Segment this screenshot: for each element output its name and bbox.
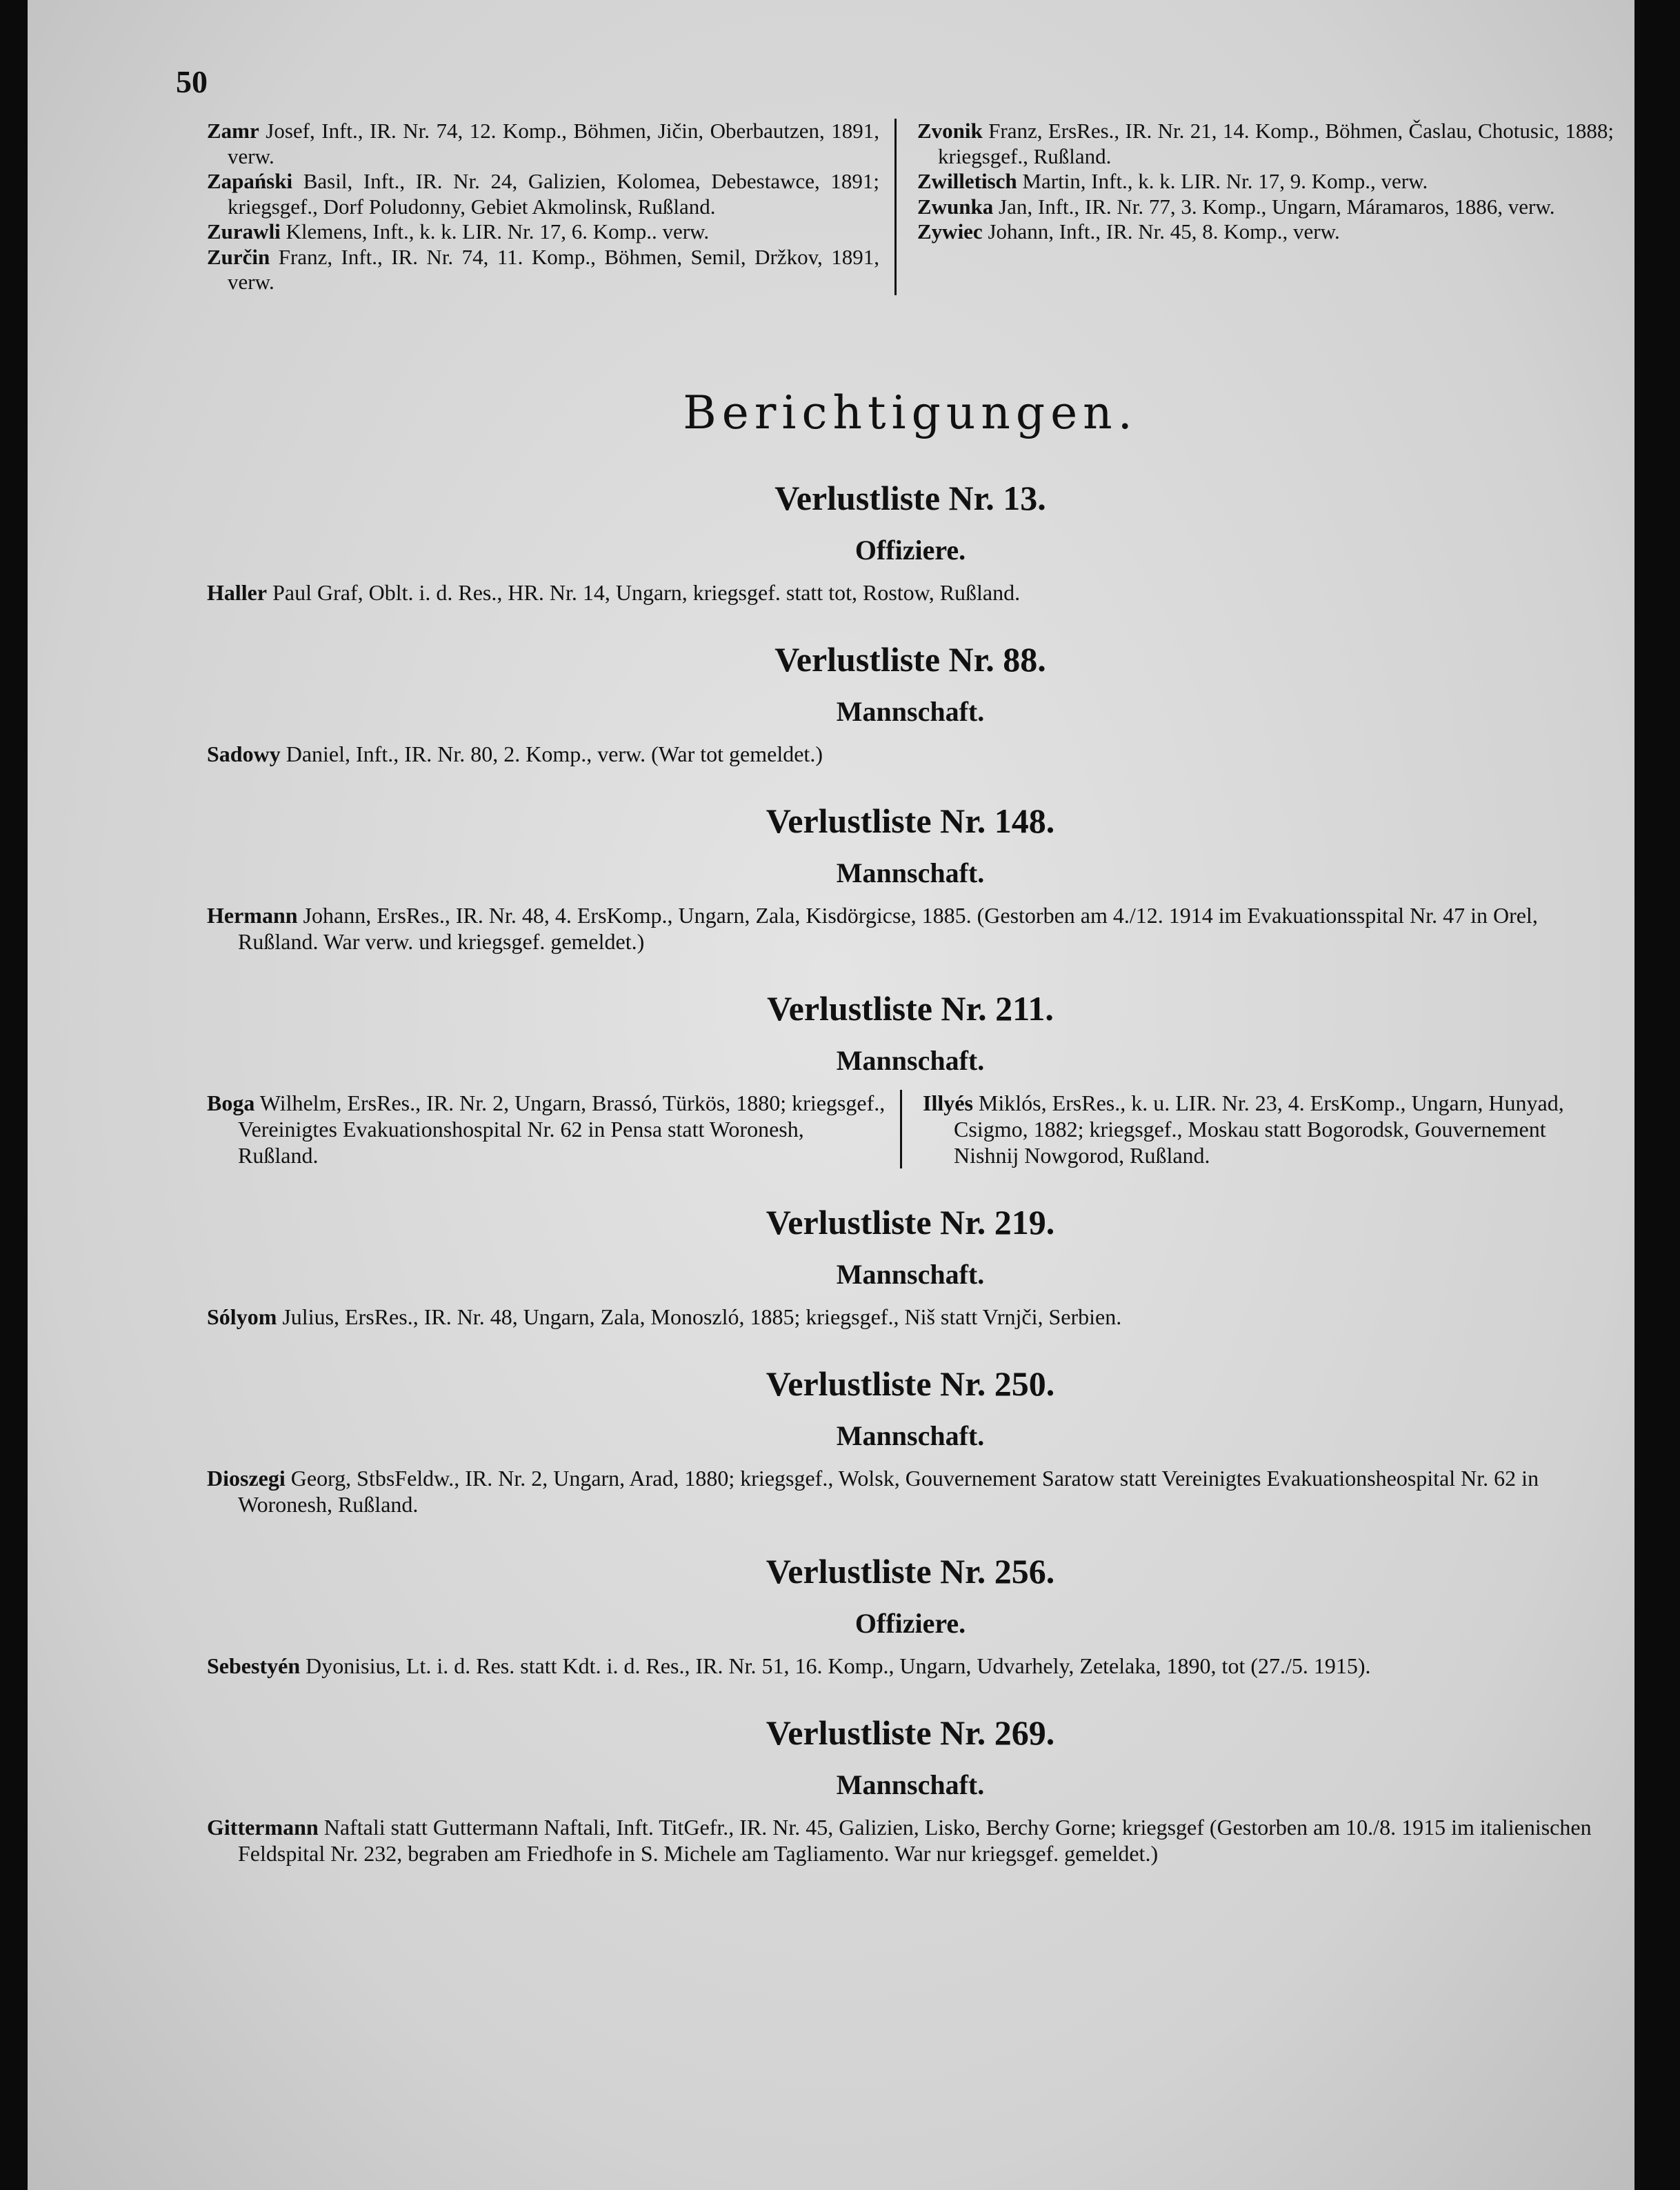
list-item: Zapański Basil, Inft., IR. Nr. 24, Galizien, Kolomea, Debestawce, 1891; kriegsgef., Dorf Poludonny, Gebiet Akmolinsk, Rußland. [207,169,880,219]
category-heading: Mannschaft. [836,1420,985,1451]
page-number: 50 [176,64,208,99]
list-heading: Verlustliste Nr. 219. [766,1203,1055,1242]
list-heading: Verlustliste Nr. 88. [774,640,1046,679]
list-item: Gittermann Naftali statt Guttermann Naftali, Inft. TitGefr., IR. Nr. 45, Galizien, Lisko, Berchy Gorne; kriegsgef (Gestorben am 10./8. 1915 im italienischen Feldspital Nr. 232, begraben am Friedhofe in S. Michele am Tagliamento. War nur kriegsgef. gemeldet.) [207,1815,1592,1866]
list-item: Hermann Johann, ErsRes., IR. Nr. 48, 4. ErsKomp., Ungarn, Zala, Kisdörgicse, 1885. (Gestorben am 4./12. 1914 im Evakuationsspital Nr. 47 in Orel, Rußland. War verw. und kriegsgef. gemeldet.) [207,903,1538,954]
list-item: Sadowy Daniel, Inft., IR. Nr. 80, 2. Komp., verw. (War tot gemeldet.) [207,741,823,766]
section-211 [207,988,1614,1168]
category-heading: Mannschaft. [836,1045,985,1076]
list-heading: Verlustliste Nr. 148. [766,802,1055,840]
top-entries [207,119,1614,295]
list-item: Sebestyén Dyonisius, Lt. i. d. Res. statt Kdt. i. d. Res., IR. Nr. 51, 16. Komp., Ungarn, Udvarhely, Zetelaka, 1890, tot (27./5. 1915). [207,1653,1371,1678]
section-148 [207,800,1614,955]
list-item: Zurawli Klemens, Inft., k. k. LIR. Nr. 17, 6. Komp.. verw. [207,219,710,243]
left-column [207,119,894,295]
list-heading: Verlustliste Nr. 211. [767,989,1054,1028]
category-heading: Mannschaft. [836,1769,985,1800]
section-13 [207,477,1614,606]
list-item: Sólyom Julius, ErsRes., IR. Nr. 48, Ungarn, Zala, Monoszló, 1885; kriegsgef., Niš statt Vrnjči, Serbien. [207,1304,1122,1329]
list-item: Zvonik Franz, ErsRes., IR. Nr. 21, 14. Komp., Böhmen, Časlau, Chotusic, 1888; kriegsgef., Rußland. [917,119,1614,168]
section-250 [207,1363,1614,1517]
list-item: Dioszegi Georg, StbsFeldw., IR. Nr. 2, Ungarn, Arad, 1880; kriegsgef., Wolsk, Gouvernement Saratow statt Vereinigtes Evakuationsheospital Nr. 62 in Woronesh, Rußland. [207,1466,1539,1517]
section-269 [207,1712,1614,1867]
category-heading: Mannschaft. [836,1259,985,1290]
list-item: Zywiec Johann, Inft., IR. Nr. 45, 8. Komp., verw. [917,219,1340,243]
corrections [207,386,1614,1867]
section-219 [207,1202,1614,1330]
category-heading: Offiziere. [854,535,966,566]
list-item: Illyés Miklós, ErsRes., k. u. LIR. Nr. 23, 4. ErsKomp., Ungarn, Hunyad, Csigmo, 1882; kriegsgef., Moskau statt Bogorodsk, Gouvernement Nishnij Nowgorod, Rußland. [900,1090,1614,1168]
section-256 [207,1551,1614,1679]
list-item: Zurčin Franz, Inft., IR. Nr. 74, 11. Komp., Böhmen, Semil, Držkov, 1891, verw. [207,244,879,294]
list-heading: Verlustliste Nr. 256. [766,1552,1055,1591]
category-heading: Mannschaft. [836,696,985,727]
list-item: Zwunka Jan, Inft., IR. Nr. 77, 3. Komp., Ungarn, Máramaros, 1886, verw. [917,194,1555,219]
category-heading: Offiziere. [854,1608,966,1639]
list-item: Zwilletisch Martin, Inft., k. k. LIR. Nr. 17, 9. Komp., verw. [917,169,1428,193]
page-sheet [28,0,1634,2190]
right-column [894,119,1614,295]
two-column-entries [207,1090,1614,1168]
list-item: Haller Paul Graf, Oblt. i. d. Res., HR. Nr. 14, Ungarn, kriegsgef. statt tot, Rostow, Rußland. [207,580,1021,605]
page-title: Berichtigungen. [683,386,1138,439]
list-item: Zamr Josef, Inft., IR. Nr. 74, 12. Komp., Böhmen, Jičin, Oberbautzen, 1891, verw. [207,119,880,168]
list-heading: Verlustliste Nr. 250. [766,1364,1055,1403]
list-item: Boga Wilhelm, ErsRes., IR. Nr. 2, Ungarn, Brassó, Türkös, 1880; kriegsgef., Vereinigtes Evakuationshospital Nr. 62 in Pensa statt Woronesh, Rußland. [207,1091,886,1168]
section-88 [207,639,1614,767]
list-heading: Verlustliste Nr. 269. [766,1713,1055,1752]
category-heading: Mannschaft. [836,857,985,888]
list-heading: Verlustliste Nr. 13. [774,479,1046,517]
